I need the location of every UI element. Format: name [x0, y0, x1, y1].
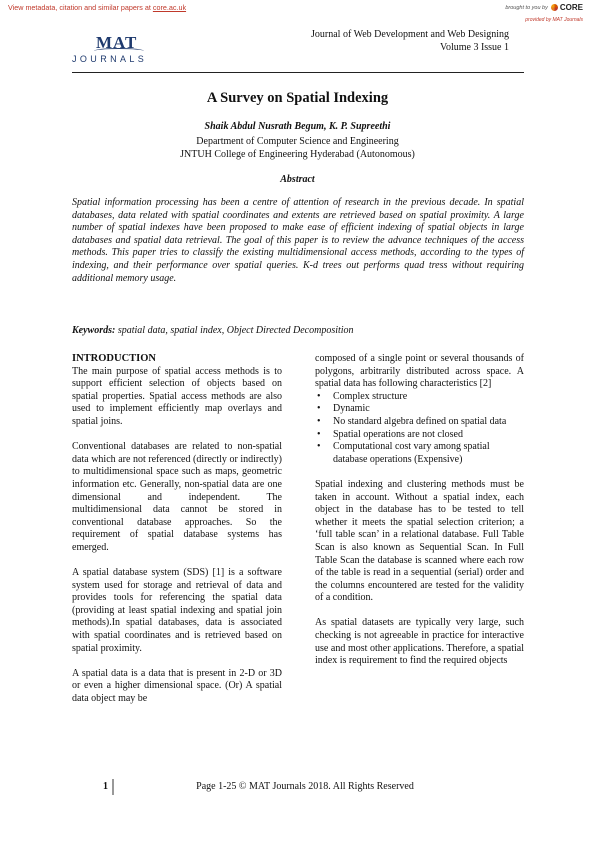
provided-by-text[interactable]: provided by MAT Journals [525, 17, 583, 23]
keywords-text: spatial data, spatial index, Object Directed Decomposition [115, 325, 354, 336]
core-logo-text: CORE [559, 3, 583, 12]
paragraph: Spatial indexing and clustering methods must be taken in account. Without a spatial index, each object in the database has to be tested to tell whether it meets the spatial selection criterion; a ‘full table scan’ in a relational database. Full Table Scan is also known as Sequential Scan. In Full Table Scan the database is scanned where each row of the table is read in a sequential (serial) order and the columns encountered are tested for the validity of a condition. [315, 478, 524, 604]
characteristics-list [315, 391, 524, 467]
core-link-prefix: View metadata, citation and similar papers at [8, 3, 153, 12]
paragraph: Conventional databases are related to non-spatial data which are not referenced (directly or indirectly) to multidimensional space such as maps, geometric information etc. Generally, non-spatial data are one dimensional and independent. The multidimensional data cannot be stored in conventional database approaches. So the requirement of spatial database systems has emerged. [72, 441, 282, 553]
logo-journals-text: JOURNALS [72, 54, 148, 64]
paragraph: As spatial datasets are typically very large, such checking is not agreeable in practice for interactive use and most other applications. Therefore, a spatial index is requirement to find the required objects [315, 617, 524, 667]
core-link-url[interactable]: core.ac.uk [152, 3, 187, 12]
list-item: • Spatial operations are not closed [315, 429, 524, 442]
paragraph: A spatial data is a data that is present in 2-D or 3D or even a higher dimensional space. (Or) A spatial data object may be [72, 667, 282, 705]
list-item: • Complex structure [315, 391, 524, 404]
left-column [72, 353, 282, 718]
core-logo[interactable] [551, 3, 583, 12]
core-metadata-link[interactable] [8, 3, 186, 12]
paragraph: composed of a single point or several thousands of polygons, arbitrarily distributed across space. A spatial data has following characteristics [2] [315, 353, 524, 390]
journal-name: Journal of Web Development and Web Designing [311, 29, 509, 40]
page-number: 1 [103, 781, 108, 792]
logo-mat-text: MAT [96, 33, 138, 52]
paragraph: A spatial database system (SDS) [1] is a software system used for storage and retrieval of data and provides tools for referencing the spatial data (providing at least spatial indexing and spatial join methods).In spatial databases, data is associated with spatial coordinates and is retrieved based on spatial proximity. [72, 567, 282, 654]
mat-journals-logo [72, 33, 168, 67]
page-footer [95, 779, 515, 795]
abstract-heading: Abstract [280, 174, 315, 185]
right-column [315, 353, 524, 680]
core-banner [0, 0, 595, 28]
affiliation-college: JNTUH College of Engineering Hyderabad (Autonomous) [180, 149, 415, 160]
core-brought-by[interactable] [505, 3, 583, 12]
header-rule [72, 72, 524, 73]
list-item: • Computational cost vary among spatial database operations (Expensive) [315, 441, 524, 466]
journal-header [311, 28, 509, 54]
affiliation-department: Department of Computer Science and Engineering [196, 136, 399, 147]
section-heading-introduction: INTRODUCTION [72, 353, 157, 364]
keywords [72, 325, 524, 336]
brought-by-text: brought to you by [505, 4, 548, 11]
core-logo-icon [551, 4, 558, 11]
paper-authors: Shaik Abdul Nusrath Begum, K. P. Supreethi [204, 121, 391, 132]
paper-title: A Survey on Spatial Indexing [206, 90, 389, 106]
list-item: • No standard algebra defined on spatial data [315, 416, 524, 429]
abstract-text: Spatial information processing has been a centre of attention of research in the previous decade. In spatial databases, data related with spatial coordinates and extents are retrieved based on spatial proximity. A large number of spatial indexes have been proposed to make ease of efficient indexing of spatial objects in large databases and spatial data retrieval. The goal of this paper is to review the advance techniques of the access methods. This paper tries to classify the existing multidimensional access methods, according to the types of indexing, and their performance over spatial queries. K-d trees out performs quad tress without requiring additional memory usage. [72, 197, 524, 284]
footer-text: Page 1-25 © MAT Journals 2018. All Rights Reserved [196, 781, 414, 792]
paragraph: The main purpose of spatial access methods is to support efficient selection of objects based on spatial properties. Spatial access methods are also used to implement efficiently map overlays and spatial joins. [72, 365, 282, 427]
list-item: • Dynamic [315, 403, 524, 416]
keywords-label: Keywords: [72, 325, 116, 336]
journal-volume: Volume 3 Issue 1 [440, 42, 509, 53]
